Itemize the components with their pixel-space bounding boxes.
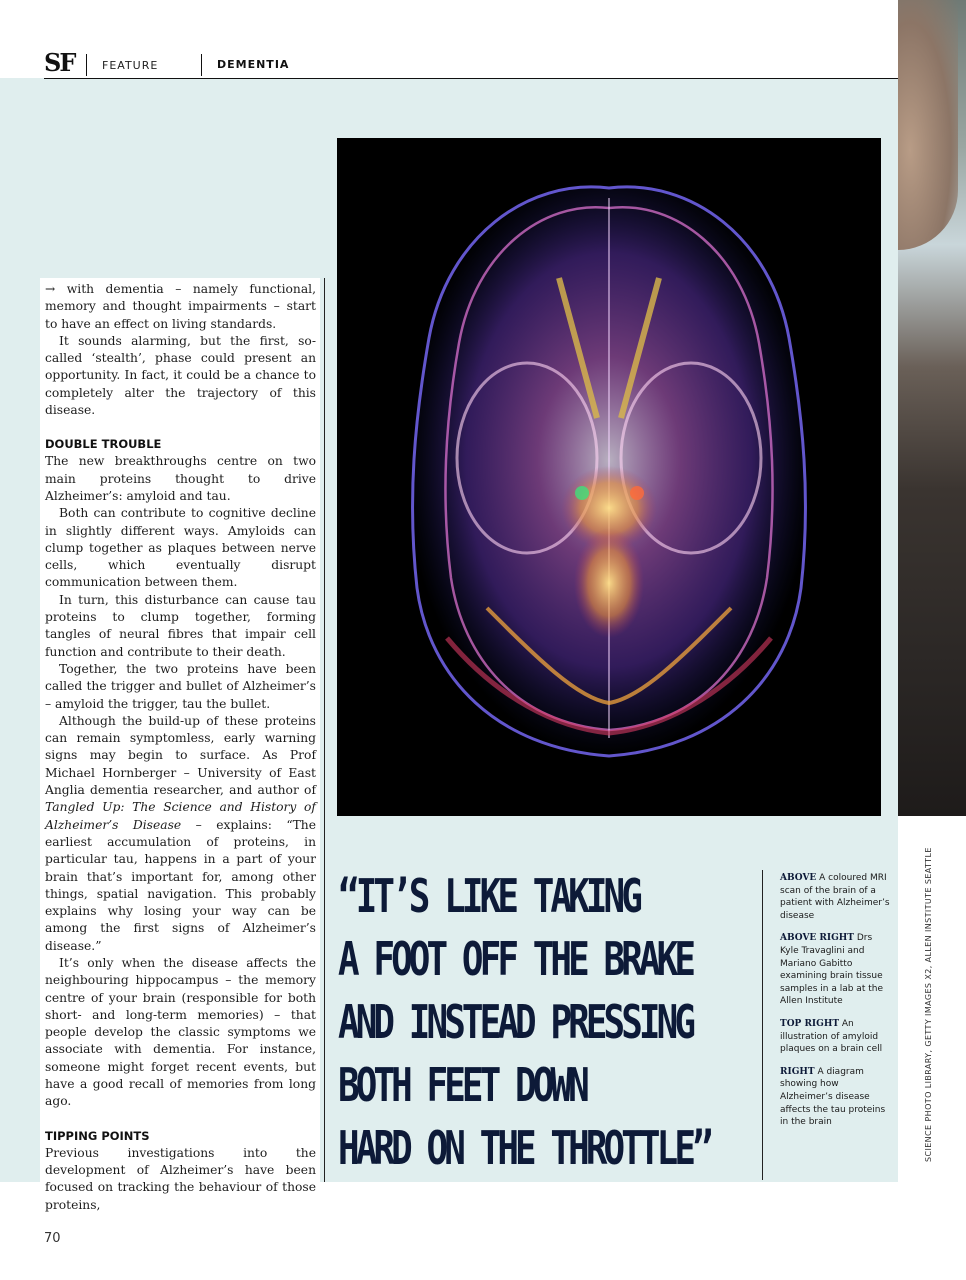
subheading-tipping-points: TIPPING POINTS [45, 1128, 150, 1143]
pull-quote-line: HARD ON THE THROTTLE” [338, 1121, 710, 1175]
magazine-logo: SF [44, 48, 75, 77]
caption-text: Drs Kyle Travaglini and Mariano Gabitto examining brain tissue samples in a lab at the Allen Institute [780, 933, 883, 1007]
pull-quote-line: A FOOT OFF THE BRAKE [338, 932, 693, 986]
header-divider [201, 54, 202, 76]
caption-right [780, 1066, 892, 1129]
subheading-double-trouble: DOUBLE TROUBLE [45, 437, 162, 452]
paragraph-text: – explains: “The earliest accumulation of proteins, in particular tau, happens in a part of your brain that’s important for, among other things, spatial navigation. This probably explains why losing your way can be among the first signs of Alzheimer’s disease.” [45, 817, 316, 953]
article-body [40, 278, 320, 1214]
brain-mri-illustration [337, 138, 881, 816]
article-paragraph [45, 713, 316, 955]
caption-text: An illustration of amyloid plaques on a brain cell [780, 1018, 883, 1055]
caption-top-right [780, 1018, 892, 1056]
pull-quote-line: AND INSTEAD PRESSING [338, 995, 693, 1049]
article-paragraph: Together, the two proteins have been called the trigger and bullet of Alzheimer’s – amyloid the trigger, tau the bullet. [45, 661, 316, 711]
paragraph-text: Although the build-up of these proteins can remain symptomless, early warning signs may begin to surface. As Prof Michael Hornberger – University of East Anglia dementia researcher, and author of [45, 713, 316, 798]
caption-above-right [780, 932, 892, 1008]
article-paragraph: It sounds alarming, but the first, so-called ‘stealth’, phase could present an opportunity. In fact, it could be a chance to completely alter the trajectory of this disease. [45, 333, 316, 418]
caption-above [780, 872, 892, 922]
article-paragraph: In turn, this disturbance can cause tau proteins to clump together, forming tangles of neural fibres that impair cell function and contribute to their death. [45, 592, 316, 659]
caption-label: RIGHT [780, 1066, 815, 1077]
article-paragraph: → with dementia – namely functional, memory and thought impairments – start to have an effect on living standards. [45, 282, 316, 331]
caption-text: A coloured MRI scan of the brain of a patient with Alzheimer’s disease [780, 873, 890, 921]
page-header [44, 48, 898, 79]
lab-photo-edge [898, 0, 966, 816]
caption-text: A diagram showing how Alzheimer’s disease affects the tau proteins in the brain [780, 1066, 886, 1128]
article-paragraph: It’s only when the disease affects the neighbouring hippocampus – the memory centre of your brain (responsible for both short- and long-term memories) – that people develop the classic symptoms we associate with dementia. For instance, someone might forget recent events, but have a good recall of memories from long ago. [45, 955, 316, 1109]
book-title: Tangled Up: The Science and History of Alzheimer’s Disease [45, 800, 316, 832]
header-divider [86, 54, 87, 76]
article-text-column [40, 278, 320, 1212]
researcher-face-crop [898, 0, 958, 250]
caption-divider [762, 870, 763, 1180]
article-paragraph: Both can contribute to cognitive decline in slightly different ways. Amyloids can clump together as plaques between nerve cells, which eventually disrupt communication between them. [45, 506, 316, 590]
pull-quote [338, 865, 710, 1180]
article-paragraph: The new breakthroughs centre on two main proteins thought to drive Alzheimer’s: amyloid and tau. [45, 454, 316, 503]
caption-label: ABOVE [780, 873, 817, 883]
pull-quote-line: “IT’S LIKE TAKING [338, 869, 639, 923]
article-paragraph: Previous investigations into the development of Alzheimer’s have been focused on tracking the behaviour of those proteins, [45, 1145, 316, 1212]
pull-quote-line: BOTH FEET DOWN [338, 1058, 586, 1112]
photo-captions [780, 872, 892, 1139]
brain-mri-image [337, 138, 881, 816]
caption-label: TOP RIGHT [780, 1018, 840, 1029]
column-divider [324, 278, 325, 1182]
page-number: 70 [44, 1231, 61, 1246]
caption-label: ABOVE RIGHT [780, 933, 854, 944]
topic-label: DEMENTIA [217, 58, 290, 71]
photo-credit: SCIENCE PHOTO LIBRARY, GETTY IMAGES X2, ALLEN INSTITUTE SEATTLE [924, 847, 933, 1162]
section-label: FEATURE [102, 59, 159, 72]
